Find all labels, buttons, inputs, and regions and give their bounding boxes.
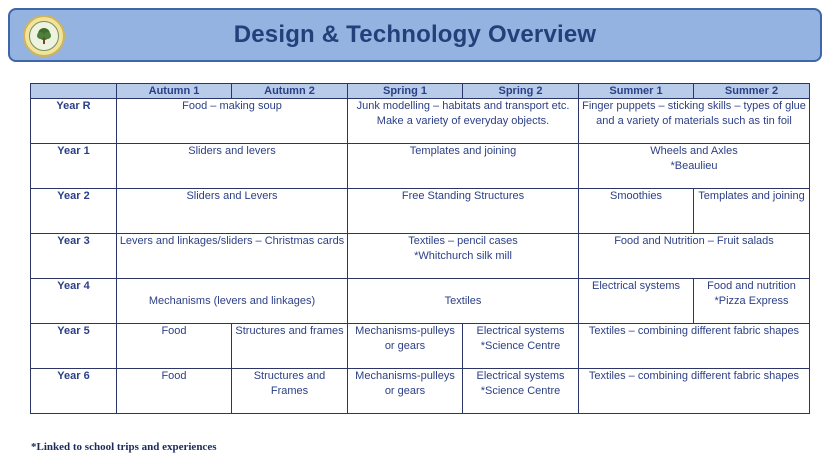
cell-spring-2 <box>463 324 579 369</box>
year-label: Year 5 <box>31 324 117 369</box>
overview-table <box>30 83 810 414</box>
cell-spring: Templates and joining <box>348 144 579 189</box>
cell-summer-topic: Wheels and Axles <box>650 145 738 157</box>
cell-spring-2-topic: Electrical systems <box>476 370 565 382</box>
cell-autumn: Sliders and Levers <box>117 189 348 234</box>
table-row-year-5 <box>31 324 810 369</box>
cell-autumn-2: Structures and Frames <box>232 369 348 414</box>
cell-summer <box>579 144 810 189</box>
cell-spring <box>348 234 579 279</box>
table-row-year-4 <box>31 279 810 324</box>
school-trip-note: *Pizza Express <box>714 295 789 307</box>
cell-summer-2: Templates and joining <box>694 189 810 234</box>
cell-autumn: Mechanisms (levers and linkages) <box>117 279 348 324</box>
cell-autumn: Food – making soup <box>117 99 348 144</box>
header-summer-2: Summer 2 <box>694 84 810 99</box>
cell-autumn-1: Food <box>117 324 232 369</box>
year-label: Year R <box>31 99 117 144</box>
year-label: Year 6 <box>31 369 117 414</box>
header-autumn-2: Autumn 2 <box>232 84 348 99</box>
table-row-year-6 <box>31 369 810 414</box>
cell-spring-2-topic: Electrical systems <box>476 325 565 337</box>
header-autumn-1: Autumn 1 <box>117 84 232 99</box>
cell-spring: Junk modelling – habitats and transport etc. Make a variety of everyday objects. <box>348 99 579 144</box>
cell-summer-1: Smoothies <box>579 189 694 234</box>
cell-autumn: Levers and linkages/sliders – Christmas cards <box>117 234 348 279</box>
cell-autumn-1: Food <box>117 369 232 414</box>
footnote: *Linked to school trips and experiences <box>31 441 217 453</box>
year-label: Year 3 <box>31 234 117 279</box>
table-row-year-r <box>31 99 810 144</box>
school-trip-note: *Science Centre <box>480 340 561 352</box>
table-row-year-3 <box>31 234 810 279</box>
cell-spring-1: Mechanisms-pulleys or gears <box>348 369 463 414</box>
header-summer-1: Summer 1 <box>579 84 694 99</box>
header-spring-1: Spring 1 <box>348 84 463 99</box>
term-header-row <box>31 84 810 99</box>
cell-autumn: Sliders and levers <box>117 144 348 189</box>
cell-autumn-2: Structures and frames <box>232 324 348 369</box>
school-trip-note: *Whitchurch silk mill <box>414 250 512 262</box>
cell-spring-topic: Textiles – pencil cases <box>408 235 518 247</box>
cell-spring: Free Standing Structures <box>348 189 579 234</box>
year-label: Year 2 <box>31 189 117 234</box>
school-trip-note: *Beaulieu <box>670 160 718 172</box>
cell-spring-2 <box>463 369 579 414</box>
cell-summer: Finger puppets – sticking skills – types of glue and a variety of materials such as tin foil <box>579 99 810 144</box>
cell-summer-2-topic: Food and nutrition <box>707 280 796 292</box>
year-label: Year 4 <box>31 279 117 324</box>
school-trip-note: *Science Centre <box>480 385 561 397</box>
cell-summer: Food and Nutrition – Fruit salads <box>579 234 810 279</box>
page-title: Design & Technology Overview <box>233 21 597 48</box>
table-row-year-2 <box>31 189 810 234</box>
cell-spring: Textiles <box>348 279 579 324</box>
cell-spring-1: Mechanisms-pulleys or gears <box>348 324 463 369</box>
cell-summer: Textiles – combining different fabric shapes <box>579 324 810 369</box>
corner-cell <box>31 84 117 99</box>
title-banner <box>8 8 822 62</box>
year-label: Year 1 <box>31 144 117 189</box>
table-row-year-1 <box>31 144 810 189</box>
cell-summer-1: Electrical systems <box>579 279 694 324</box>
cell-summer: Textiles – combining different fabric shapes <box>579 369 810 414</box>
header-spring-2: Spring 2 <box>463 84 579 99</box>
cell-summer-2 <box>694 279 810 324</box>
